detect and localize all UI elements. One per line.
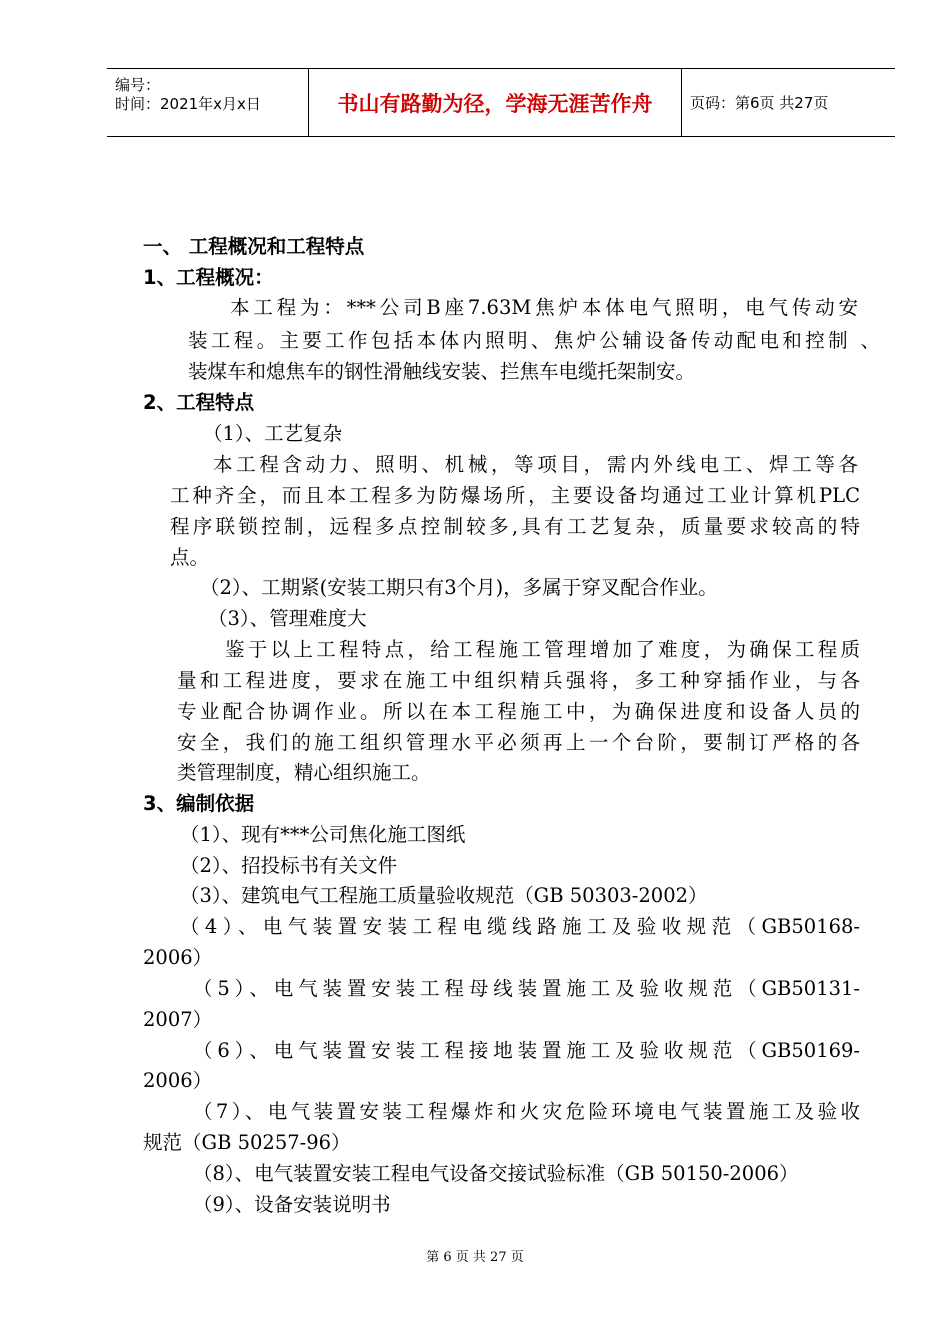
feature-item-1: （1）、工艺复杂 <box>203 422 343 445</box>
basis-item-7-cont: 规范（GB 50257-96） <box>143 1131 351 1154</box>
basis-item-2: （2）、招投标书有关文件 <box>180 854 398 877</box>
basis-item-4: （4）、电气装置安装工程电缆线路施工及验收规范（GB50168- <box>180 915 860 938</box>
number-label: 编号： <box>115 76 161 94</box>
basis-item-5-cont: 2007） <box>143 1008 213 1031</box>
basis-item-4-cont: 2006） <box>143 946 213 969</box>
basis-item-9: （9）、设备安装说明书 <box>193 1193 391 1216</box>
overview-heading: 1、工程概况： <box>143 266 274 289</box>
time-label: 时间：2021年x月x日 <box>115 95 261 113</box>
document-header <box>107 68 895 137</box>
feature-para-3-line-2: 量和工程进度，要求在施工中组织精兵强将，多工种穿插作业，与各 <box>177 669 860 692</box>
basis-heading: 3、编制依据 <box>143 792 255 815</box>
feature-para-3-line-3: 专业配合协调作业。所以在本工程施工中，为确保进度和设备人员的 <box>177 700 860 723</box>
overview-line-1: 本工程为：***公司B座7.63M焦炉本体电气照明，电气传动安 <box>230 296 858 319</box>
basis-item-5: （5）、电气装置安装工程母线装置施工及验收规范（GB50131- <box>193 977 860 1000</box>
header-meta-cell <box>107 69 309 136</box>
page-footer: 第 6 页 共 27 页 <box>426 1250 524 1265</box>
header-page-info: 页码：第6页 共27页 <box>690 94 829 112</box>
overview-line-3: 装煤车和熄焦车的钢性滑触线安装、拦焦车电缆托架制安。 <box>188 360 696 383</box>
feature-para-1-line-4: 点。 <box>170 546 210 569</box>
basis-item-3: （3）、建筑电气工程施工质量验收规范（GB 50303-2002） <box>180 884 708 907</box>
feature-para-3-line-5: 类管理制度，精心组织施工。 <box>177 761 431 784</box>
basis-item-6-cont: 2006） <box>143 1069 213 1092</box>
basis-item-1: （1）、现有***公司焦化施工图纸 <box>180 823 466 846</box>
feature-item-2: （2）、工期紧(安装工期只有3个月)，多属于穿叉配合作业。 <box>200 576 718 599</box>
section-title: 一、 工程概况和工程特点 <box>143 235 365 258</box>
feature-item-3: （3）、管理难度大 <box>208 607 367 630</box>
basis-item-7: （7）、电气装置安装工程爆炸和火灾危险环境电气装置施工及验收 <box>193 1100 860 1123</box>
basis-item-6: （6）、电气装置安装工程接地装置施工及验收规范（GB50169- <box>193 1039 860 1062</box>
feature-para-3-line-1: 鉴于以上工程特点，给工程施工管理增加了难度，为确保工程质 <box>225 638 860 661</box>
feature-para-1-line-2: 工种齐全，而且本工程多为防爆场所，主要设备均通过工业计算机PLC <box>170 484 860 507</box>
features-heading: 2、工程特点 <box>143 391 255 414</box>
feature-para-1-line-1: 本工程含动力、照明、机械，等项目，需内外线电工、焊工等各 <box>213 453 858 476</box>
overview-line-2: 装工程。主要工作包括本体内照明、焦炉公辅设备传动配电和控制 、 <box>188 329 880 352</box>
feature-para-1-line-3: 程序联锁控制，远程多点控制较多,具有工艺复杂，质量要求较高的特 <box>170 515 860 538</box>
header-motto: 书山有路勤为径，学海无涯苦作舟 <box>309 69 682 136</box>
basis-item-8: （8）、电气装置安装工程电气设备交接试验标准（GB 50150-2006） <box>193 1162 799 1185</box>
feature-para-3-line-4: 安全，我们的施工组织管理水平必须再上一个台阶，要制订严格的各 <box>177 731 860 754</box>
